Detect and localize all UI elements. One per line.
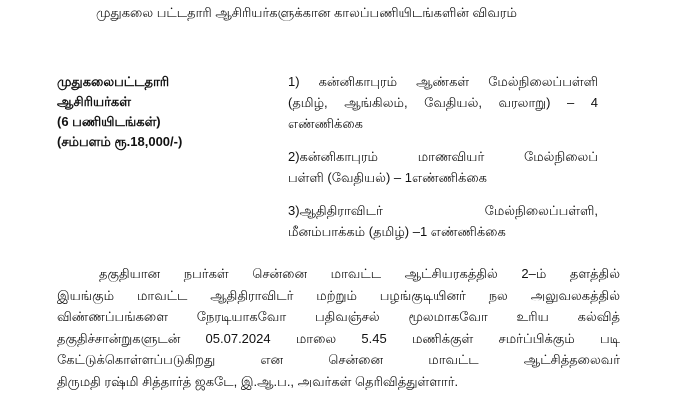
- vacancy-item: [288, 200, 598, 242]
- paragraph-line: இயங்கும் மாவட்ட ஆதிதிராவிடர் மற்றும் பழங்குடியினர் நல அலுவலகத்தில்: [57, 287, 620, 303]
- paragraph-line: தகுதியான நபர்கள் சென்னை மாவட்ட ஆட்சியரகத்தில் 2–ம் தளத்தில்: [99, 266, 620, 281]
- vacancy-item: [288, 71, 598, 134]
- vacancy-line: எண்ணிக்கை: [288, 116, 363, 131]
- post-name-line: ஆசிரியர்கள்: [57, 94, 131, 109]
- vacancy-line: (தமிழ், ஆங்கிலம், வேதியல், வரலாறு) – 4: [288, 95, 598, 110]
- post-name-line: முதுகலைபட்டதாரி: [57, 74, 170, 89]
- paragraph-line: தகுதிச்சான்றுகளுடன் 05.07.2024 மாலை 5.45 மணிக்குள் சமர்ப்பிக்கும் படி: [57, 330, 620, 346]
- post-count: (6 பணியிடங்கள்): [57, 114, 161, 129]
- paragraph-line: விண்ணப்பங்களை நேரடியாகவோ பதிவஞ்சல் மூலமாகவோ உரிய கல்வித்: [57, 309, 620, 324]
- vacancy-line: மீனம்பாக்கம் (தமிழ்) –1 எண்ணிக்கை: [288, 224, 506, 239]
- announcement-paragraph: [57, 263, 620, 392]
- vacancy-item: [288, 146, 598, 188]
- post-salary: (சம்பளம் ரூ.18,000/-): [57, 134, 183, 149]
- paragraph-line: கேட்டுக்கொள்ளப்படுகிறது என சென்னை மாவட்ட ஆட்சித்தலைவர்: [57, 352, 620, 367]
- vacancy-line: பள்ளி (வேதியல்) – 1எண்ணிக்கை: [288, 170, 487, 185]
- post-details: [57, 72, 247, 152]
- paragraph-line: திருமதி ரஷ்மி சித்தார்த் ஜகடே, இ.ஆ.ப., அவர்கள் தெரிவித்துள்ளார்.: [57, 373, 459, 389]
- vacancy-line: 1) கன்னிகாபுரம் ஆண்கள் மேல்நிலைப்பள்ளி: [288, 74, 598, 89]
- document-title: முதுகலை பட்டதாரி ஆசிரியர்களுக்கான காலப்பணியிடங்களின் விவரம்: [96, 5, 517, 20]
- vacancy-list: [288, 71, 598, 254]
- vacancy-line: 2)கன்னிகாபுரம் மாணவியர் மேல்நிலைப்: [288, 149, 598, 164]
- vacancy-line: 3)ஆதிதிராவிடர் மேல்நிலைப்பள்ளி,: [288, 203, 598, 218]
